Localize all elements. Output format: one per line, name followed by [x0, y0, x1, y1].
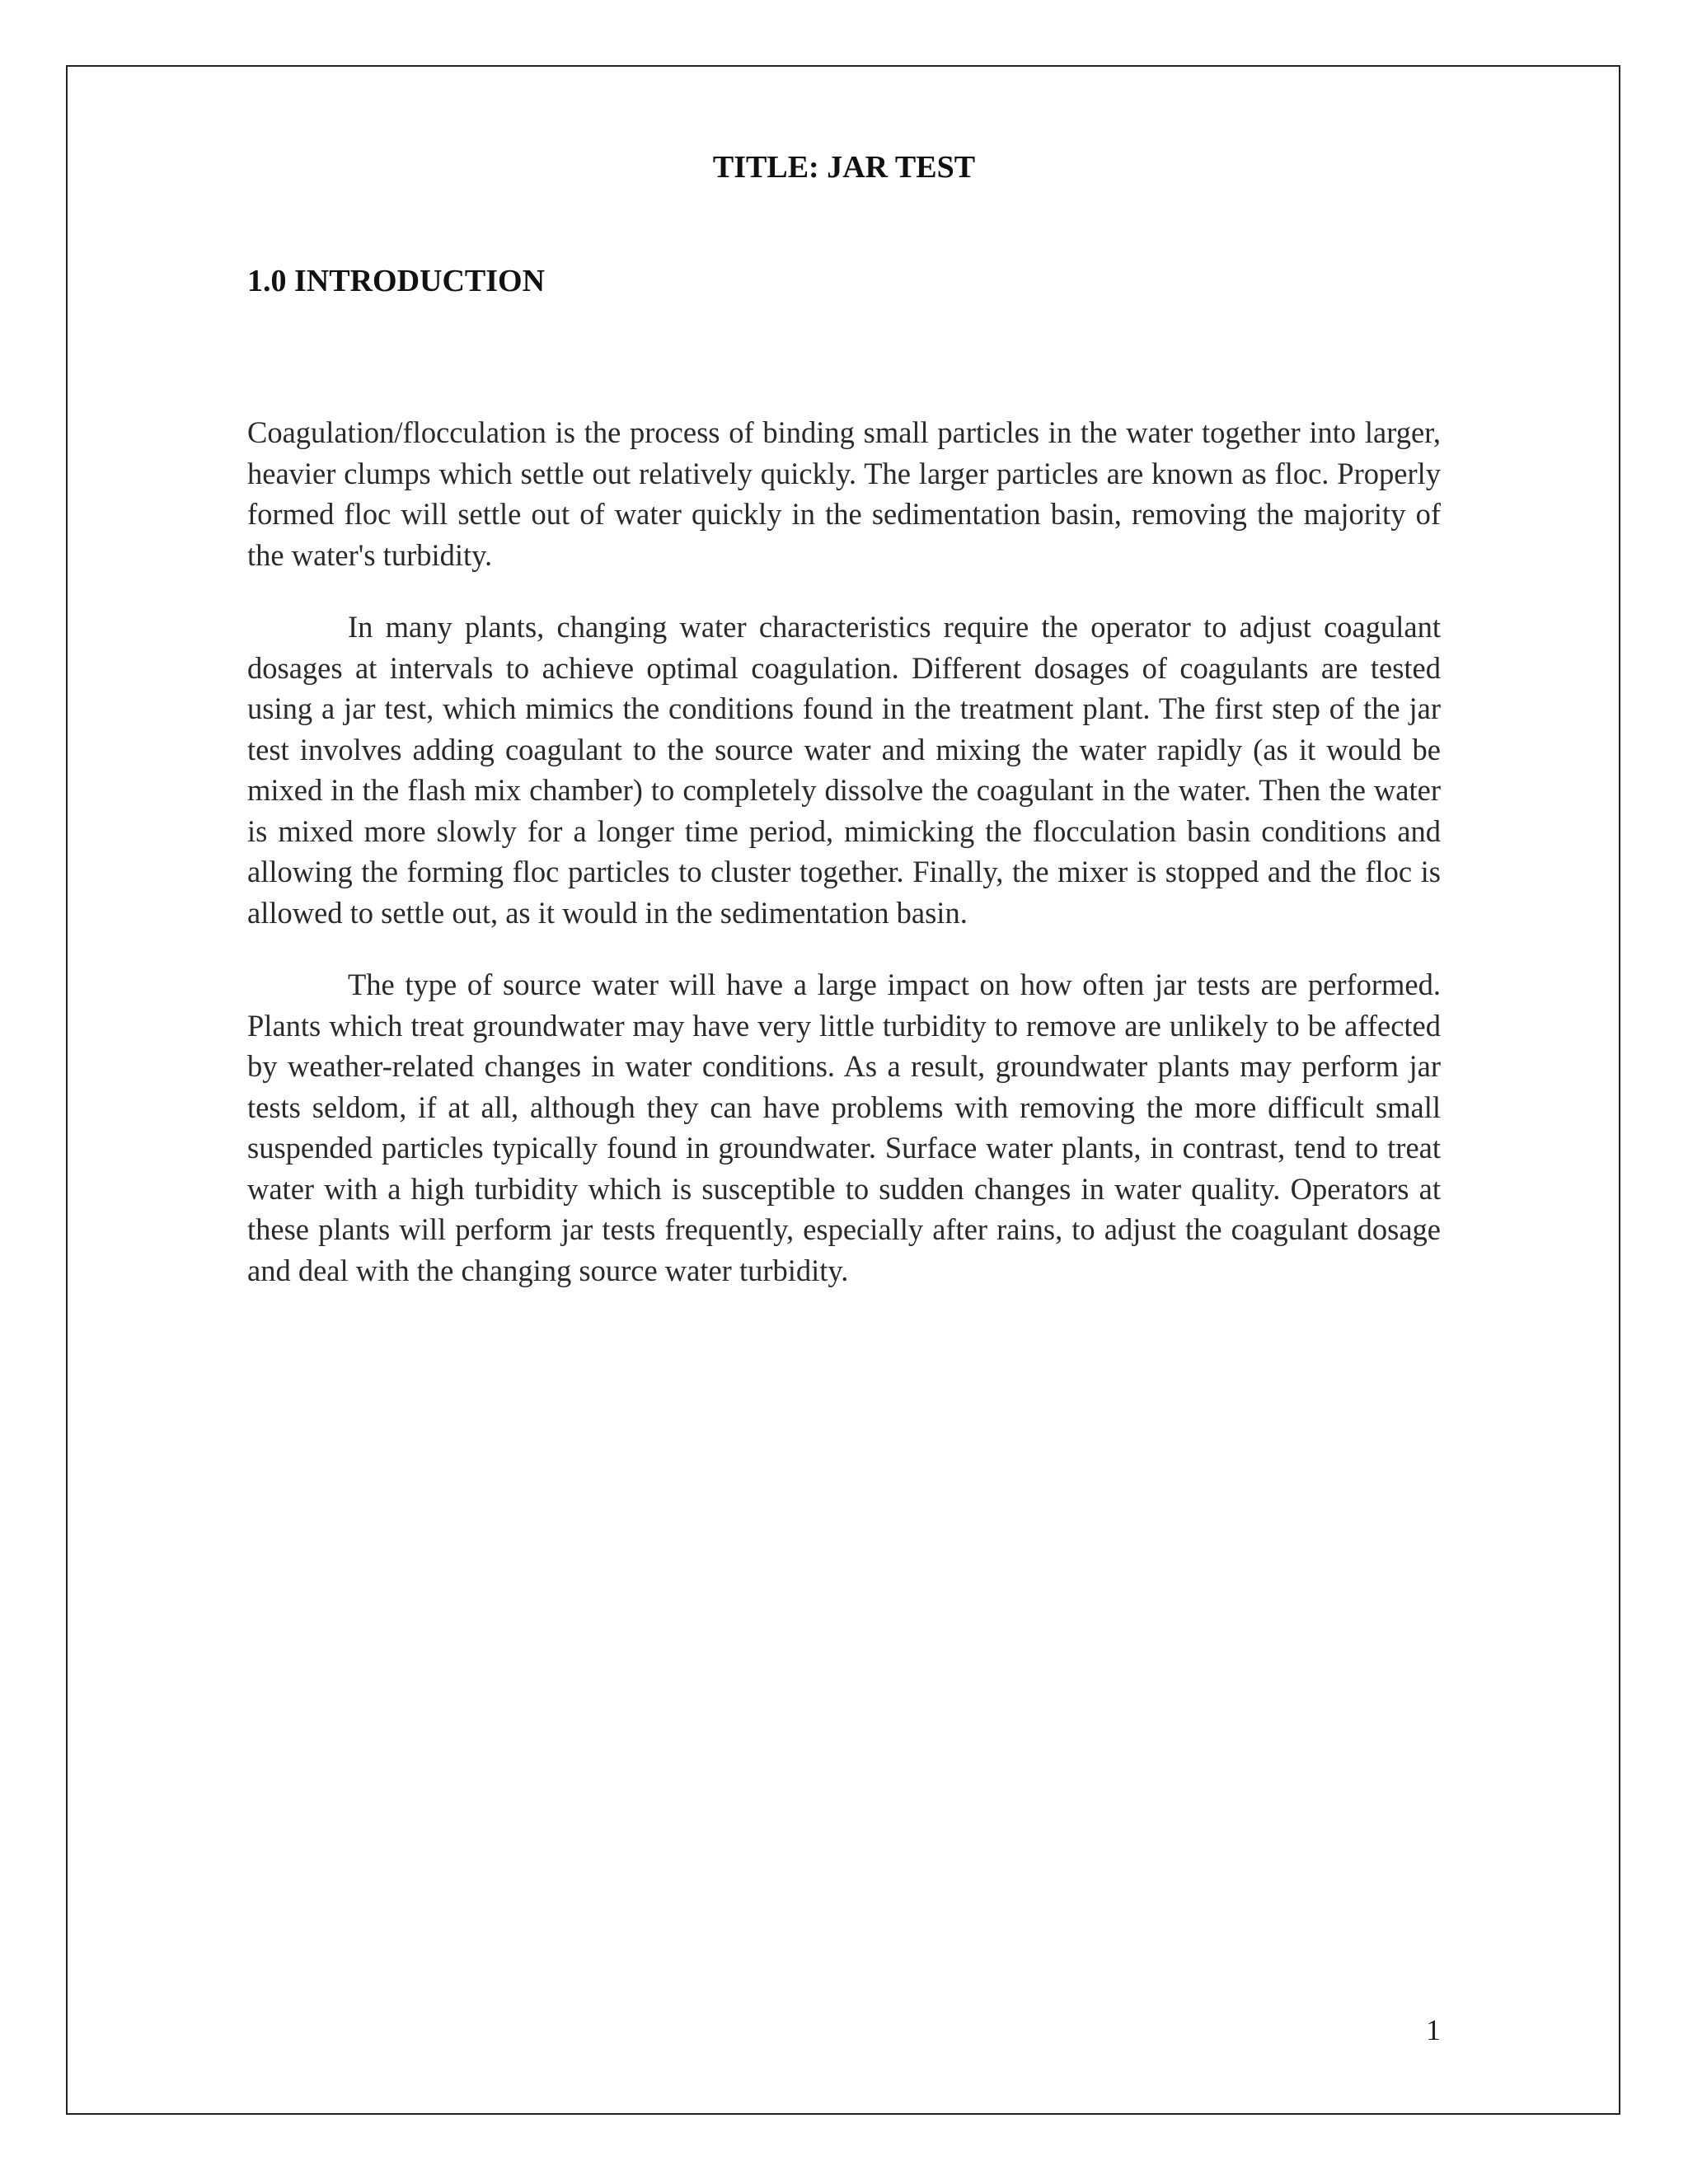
page-number: 1 [1426, 2013, 1441, 2046]
section-heading: 1.0 INTRODUCTION [247, 264, 546, 298]
paragraph-3: The type of source water will have a large impact on how often jar tests are performed. Plants which treat groundwater may have very little turbidity to remove are unlikely to be affected by weather-related changes in water conditions. As a result, groundwater plants may perform jar tests seldom, if at all, although they can have problems with removing the more difficult small suspended particles typically found in groundwater. Surface water plants, in contrast, tend to treat water with a high turbidity which is susceptible to sudden changes in water quality. Operators at these plants will perform jar tests frequently, especially after rains, to adjust the coagulant dosage and deal with the changing source water turbidity. [247, 968, 1441, 1287]
document-body [247, 412, 1441, 1322]
document-title: TITLE: JAR TEST [712, 150, 976, 185]
paragraph-2: In many plants, changing water characteristics require the operator to adjust coagulant dosages at intervals to achieve optimal coagulation. Different dosages of coagulants are tested using a jar test, which mimics the conditions found in the treatment plant. The first step of the jar test involves adding coagulant to the source water and mixing the water rapidly (as it would be mixed in the flash mix chamber) to completely dissolve the coagulant in the water. Then the water is mixed more slowly for a longer time period, mimicking the flocculation basin conditions and allowing the forming floc particles to cluster together. Finally, the mixer is stopped and the floc is allowed to settle out, as it would in the sedimentation basin. [247, 610, 1441, 930]
paragraph-1: Coagulation/flocculation is the process of binding small particles in the water together into larger, heavier clumps which settle out relatively quickly. The larger particles are known as floc. Properly formed floc will settle out of water quickly in the sedimentation basin, removing the majority of the water's turbidity. [247, 415, 1441, 572]
